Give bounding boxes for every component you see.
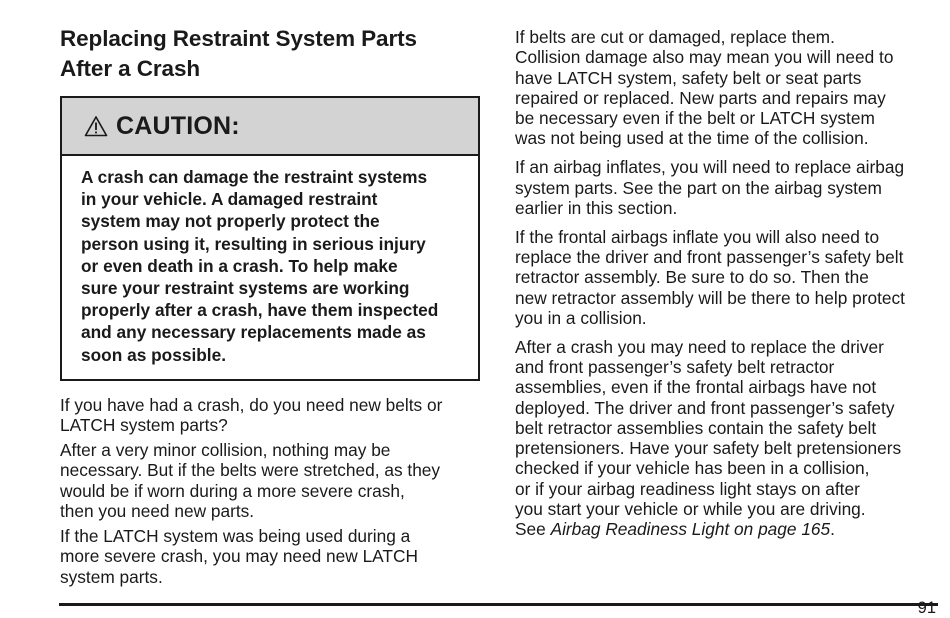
see-prefix: See — [515, 519, 551, 540]
caution-line: properly after a crash, have them inspected — [81, 300, 439, 321]
right-column — [515, 27, 945, 548]
caution-line: or even death in a crash. To help make — [81, 255, 398, 276]
text-line: necessary. But if the belts were stretched, as they — [60, 460, 441, 481]
caution-line: A crash can damage the restraint systems — [81, 167, 428, 187]
text-line: assemblies, even if the frontal airbags have not — [515, 377, 877, 398]
caution-line: person using it, resulting in serious injury — [81, 233, 426, 254]
text-line: was not being used at the time of the collision. — [515, 128, 869, 149]
left-column — [60, 24, 484, 84]
text-line: you in a collision. — [515, 307, 647, 328]
caution-line: system may not properly protect the — [81, 211, 380, 232]
text-line: belt retractor assemblies contain the safety belt — [515, 417, 877, 438]
text-line: After a very minor collision, nothing may be — [60, 440, 391, 460]
text-line: If the LATCH system was being used during a — [60, 526, 411, 546]
caution-header — [62, 98, 478, 156]
text-line: more severe crash, you may need new LATCH — [60, 546, 418, 567]
text-line: replace the driver and front passenger’s safety belt — [515, 246, 904, 267]
text-line: would be if worn during a more severe crash, — [60, 480, 405, 501]
left-paragraph-3 — [60, 526, 484, 587]
caution-box — [60, 96, 480, 381]
text-line: deployed. The driver and front passenger’s safety — [515, 397, 895, 418]
right-paragraph-3 — [515, 227, 945, 328]
caution-heading: CAUTION: — [116, 111, 240, 140]
airbag-readiness-light-reference[interactable]: Airbag Readiness Light on page 165 — [550, 519, 831, 540]
text-line: If the frontal airbags inflate you will also need to — [515, 226, 880, 247]
text-line: After a crash you may need to replace the driver — [515, 336, 884, 357]
text-line: pretensioners. Have your safety belt pretensioners — [515, 438, 902, 459]
page-number: 91 — [917, 599, 936, 617]
text-line: If you have had a crash, do you need new belts or — [60, 395, 443, 415]
right-paragraph-2 — [515, 157, 945, 218]
see-reference-line — [515, 519, 945, 539]
text-line: then you need new parts. — [60, 501, 255, 522]
text-line: repaired or replaced. New parts and repairs may — [515, 87, 886, 108]
text-line: retractor assembly. Be sure to do so. Then the — [515, 267, 869, 288]
text-line: If an airbag inflates, you will need to replace airbag — [515, 157, 905, 178]
caution-line: sure your restraint systems are working — [81, 278, 410, 299]
section-title: Replacing Restraint System Parts After a Crash — [60, 26, 417, 81]
see-suffix: . — [830, 519, 835, 540]
caution-line: and any necessary replacements made as — [81, 322, 426, 343]
text-line: you start your vehicle or while you are driving. — [515, 499, 866, 520]
caution-line: soon as possible. — [81, 344, 227, 365]
caution-line: in your vehicle. A damaged restraint — [81, 189, 378, 210]
text-line: earlier in this section. — [515, 197, 678, 218]
text-line: new retractor assembly will be there to help protect — [515, 287, 905, 308]
text-line: LATCH system parts? — [60, 415, 228, 436]
warning-triangle-icon — [84, 115, 108, 137]
text-line: and front passenger’s safety belt retractor — [515, 356, 835, 377]
text-line: If belts are cut or damaged, replace them. — [515, 27, 835, 47]
left-paragraph-2 — [60, 440, 484, 522]
text-line: or if your airbag readiness light stays on after — [515, 478, 860, 499]
text-line: be necessary even if the belt or LATCH system — [515, 108, 875, 129]
left-paragraph-1 — [60, 395, 484, 436]
right-paragraph-4 — [515, 337, 945, 540]
text-line: system parts. See the part on the airbag system — [515, 177, 882, 198]
right-paragraph-1 — [515, 27, 945, 149]
text-line: Collision damage also may mean you will need to — [515, 47, 894, 68]
text-line: system parts. — [60, 566, 163, 587]
text-line: checked if your vehicle has been in a collision, — [515, 458, 870, 479]
caution-body — [62, 156, 478, 366]
text-line: have LATCH system, safety belt or seat parts — [515, 67, 862, 88]
footer-rule — [59, 603, 938, 606]
